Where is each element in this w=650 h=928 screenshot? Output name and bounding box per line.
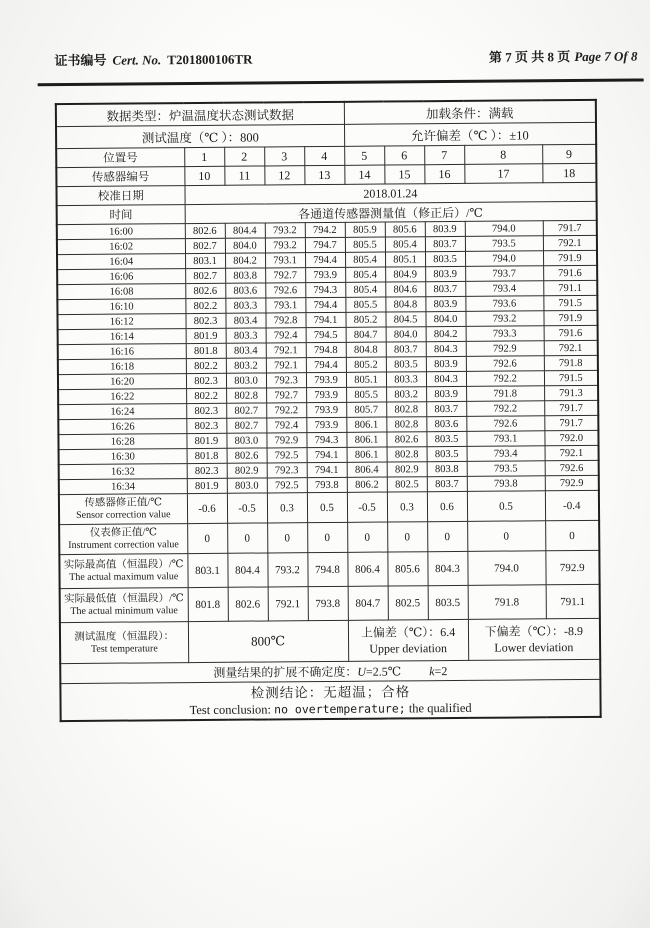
summary-label <box>60 588 188 623</box>
reading-value: 793.2 <box>265 238 305 253</box>
reading-value: 804.8 <box>385 297 425 312</box>
reading-value: 793.9 <box>306 417 346 432</box>
table-head-rows <box>56 100 597 225</box>
data-type-cell: 数据类型：炉温温度状态测试数据 <box>56 102 344 127</box>
reading-value: 793.9 <box>306 387 346 402</box>
reading-value: 794.8 <box>306 342 346 357</box>
reading-value: 792.7 <box>265 268 305 283</box>
reading-time: 16:16 <box>58 344 186 360</box>
reading-value: 803.2 <box>386 387 426 402</box>
summary-value: 805.6 <box>387 552 427 586</box>
reading-value: 802.3 <box>185 313 225 328</box>
reading-value: 802.7 <box>185 268 225 283</box>
reading-value: 805.5 <box>346 387 386 402</box>
summary-value: 0.3 <box>387 492 427 522</box>
reading-value: 792.6 <box>466 416 544 432</box>
reading-value: 802.6 <box>185 283 225 298</box>
reading-value: 794.3 <box>305 282 345 297</box>
reading-value: 806.1 <box>346 417 386 432</box>
reading-value: 803.5 <box>425 251 465 266</box>
reading-value: 791.3 <box>544 385 598 400</box>
reading-value: 804.4 <box>225 223 265 238</box>
summary-value: 806.4 <box>347 552 387 586</box>
reading-value: 803.9 <box>425 266 465 281</box>
reading-value: 806.1 <box>347 447 387 462</box>
reading-value: 802.2 <box>186 358 226 373</box>
position-number: 1 <box>184 147 224 166</box>
upper-deviation-cn: 上偏差（℃）：6.4 <box>360 624 456 640</box>
reading-value: 794.7 <box>305 237 345 252</box>
load-condition-cell: 加载条件：满载 <box>344 100 596 124</box>
reading-value: 803.7 <box>425 236 465 251</box>
reading-value: 792.5 <box>267 448 307 463</box>
reading-time: 16:06 <box>57 269 185 285</box>
reading-value: 794.3 <box>306 432 346 447</box>
reading-value: 791.7 <box>544 415 598 430</box>
reading-value: 803.7 <box>427 476 467 491</box>
reading-value: 803.4 <box>225 313 265 328</box>
reading-time: 16:08 <box>57 284 185 300</box>
cert-number: T201800106TR <box>167 51 253 68</box>
summary-body <box>59 490 600 622</box>
reading-value: 791.7 <box>544 400 598 415</box>
reading-time: 16:04 <box>57 254 185 270</box>
summary-value: -0.5 <box>227 493 267 523</box>
reading-value: 792.8 <box>265 313 305 328</box>
reading-value: 802.6 <box>185 223 225 238</box>
calib-date-label: 校准日期 <box>56 186 184 206</box>
reading-value: 793.2 <box>465 311 543 327</box>
reading-value: 803.2 <box>226 358 266 373</box>
reading-value: 805.4 <box>385 237 425 252</box>
reading-value: 793.3 <box>466 326 544 342</box>
summary-value: 0 <box>227 523 267 553</box>
conclusion-row <box>60 679 600 721</box>
reading-value: 794.1 <box>305 312 345 327</box>
reading-time: 16:22 <box>58 389 186 405</box>
reading-value: 805.4 <box>345 282 385 297</box>
reading-time: 16:00 <box>57 224 185 240</box>
reading-value: 803.0 <box>226 373 266 388</box>
reading-time: 16:12 <box>57 314 185 330</box>
reading-value: 792.3 <box>267 463 307 478</box>
reading-value: 794.0 <box>465 221 543 237</box>
reading-value: 802.9 <box>387 462 427 477</box>
reading-value: 802.3 <box>186 373 226 388</box>
summary-row <box>59 550 599 588</box>
conclusion-en-prefix: Test conclusion: <box>189 701 272 717</box>
summary-value: 0 <box>387 522 427 552</box>
reading-value: 793.6 <box>465 296 543 312</box>
sensor-number: 17 <box>464 164 542 184</box>
page-header <box>0 0 648 70</box>
table-foot-rows <box>60 618 601 721</box>
reading-value: 791.1 <box>543 280 597 295</box>
reading-value: 802.8 <box>226 388 266 403</box>
reading-value: 802.3 <box>187 463 227 478</box>
reading-value: 801.9 <box>186 433 226 448</box>
reading-value: 804.0 <box>225 238 265 253</box>
reading-value: 803.7 <box>386 342 426 357</box>
reading-value: 805.9 <box>345 222 385 237</box>
reading-value: 792.7 <box>266 388 306 403</box>
uncertainty-u-symbol: U <box>357 664 367 679</box>
data-table <box>55 99 602 722</box>
reading-time: 16:26 <box>58 419 186 435</box>
position-number: 6 <box>384 146 424 165</box>
reading-value: 792.0 <box>544 430 598 445</box>
cert-label-cn: 证书编号 <box>54 52 107 69</box>
reading-value: 793.1 <box>265 298 305 313</box>
reading-value: 791.8 <box>544 355 598 370</box>
sensor-number: 12 <box>264 166 304 185</box>
summary-value: 0.3 <box>267 493 307 523</box>
summary-value: 803.1 <box>187 553 227 587</box>
reading-value: 803.5 <box>386 357 426 372</box>
summary-value: 0 <box>427 521 467 551</box>
summary-value: 0.5 <box>467 491 545 522</box>
reading-value: 805.1 <box>385 252 425 267</box>
reading-value: 803.9 <box>425 296 465 311</box>
conclusion-en-mono: no overtemperature; <box>274 700 406 716</box>
reading-value: 793.8 <box>467 476 545 492</box>
reading-value: 792.1 <box>544 340 598 355</box>
sensor-number: 18 <box>542 163 596 182</box>
summary-value: 803.5 <box>428 585 468 619</box>
summary-value: 0.5 <box>307 492 347 522</box>
summary-label-en: The actual maximum value <box>69 571 179 584</box>
reading-value: 802.2 <box>186 388 226 403</box>
reading-value: 792.2 <box>266 403 306 418</box>
conclusion-cell <box>60 679 600 721</box>
reading-value: 805.2 <box>346 312 386 327</box>
reading-value: 793.4 <box>467 446 545 462</box>
reading-value: 805.2 <box>346 357 386 372</box>
reading-value: 806.2 <box>347 477 387 492</box>
page-info-en: Page 7 Of 8 <box>574 48 638 65</box>
reading-value: 804.3 <box>426 341 466 356</box>
summary-label-cn: 传感器修正值/℃ <box>84 497 163 509</box>
summary-value: -0.5 <box>347 492 387 522</box>
reading-value: 794.5 <box>306 327 346 342</box>
lower-deviation-cn: 下偏差（℃）：-8.9 <box>484 623 584 639</box>
reading-value: 804.5 <box>385 312 425 327</box>
channels-header: 各通道传感器测量值（修正后）/℃ <box>185 201 597 223</box>
summary-value: 0.6 <box>427 491 467 521</box>
reading-value: 803.0 <box>227 478 267 493</box>
header-divider <box>38 78 644 86</box>
reading-value: 804.2 <box>426 326 466 341</box>
reading-value: 805.6 <box>385 222 425 237</box>
reading-value: 792.5 <box>267 478 307 493</box>
summary-value: -0.6 <box>187 493 227 523</box>
summary-label-cn: 实际最低值（恒温段）/℃ <box>64 593 184 606</box>
reading-value: 803.3 <box>226 328 266 343</box>
reading-value: 806.1 <box>346 432 386 447</box>
reading-value: 801.8 <box>187 448 227 463</box>
conclusion-en-suffix: the qualified <box>408 700 472 715</box>
reading-value: 802.2 <box>185 298 225 313</box>
sensor-number: 15 <box>384 165 424 184</box>
summary-value: 802.6 <box>228 587 268 621</box>
sensor-number: 11 <box>224 166 264 185</box>
reading-value: 804.0 <box>425 311 465 326</box>
reading-value: 803.0 <box>226 433 266 448</box>
summary-label-en: Instrument correction value <box>68 539 179 552</box>
reading-value: 802.7 <box>226 418 266 433</box>
uncertainty-u-value: =2.5℃ <box>365 664 402 679</box>
reading-value: 791.9 <box>543 310 597 325</box>
time-label: 时间 <box>57 205 185 225</box>
reading-time: 16:02 <box>57 239 185 255</box>
reading-value: 803.7 <box>426 401 466 416</box>
reading-time: 16:30 <box>59 449 187 465</box>
final-temp-value: 800℃ <box>188 620 348 662</box>
reading-value: 803.5 <box>426 431 466 446</box>
reading-value: 793.1 <box>466 431 544 447</box>
uncertainty-k-symbol: k <box>429 664 435 679</box>
summary-value: 0 <box>467 521 545 552</box>
reading-value: 793.8 <box>307 477 347 492</box>
reading-value: 804.7 <box>346 327 386 342</box>
position-number: 9 <box>542 144 596 163</box>
cert-number-block <box>54 49 258 70</box>
reading-value: 793.4 <box>465 281 543 297</box>
reading-value: 802.6 <box>386 432 426 447</box>
reading-value: 804.2 <box>225 253 265 268</box>
reading-value: 793.5 <box>465 236 543 252</box>
summary-value: -0.4 <box>545 490 599 520</box>
summary-value: 793.2 <box>267 553 307 587</box>
reading-value: 792.1 <box>545 445 599 460</box>
reading-value: 806.4 <box>347 462 387 477</box>
uncertainty-k-value: =2 <box>434 664 448 679</box>
reading-value: 804.3 <box>426 371 466 386</box>
reading-value: 791.6 <box>544 325 598 340</box>
reading-value: 803.4 <box>226 343 266 358</box>
reading-time: 16:34 <box>59 479 187 495</box>
upper-deviation-cell <box>348 619 468 661</box>
summary-value: 0 <box>307 522 347 552</box>
reading-value: 794.4 <box>305 252 345 267</box>
reading-value: 794.1 <box>307 462 347 477</box>
reading-value: 792.9 <box>466 341 544 357</box>
summary-value: 794.8 <box>307 552 347 586</box>
position-number: 3 <box>264 147 304 166</box>
summary-value: 792.9 <box>545 550 599 584</box>
reading-value: 793.9 <box>305 267 345 282</box>
reading-value: 792.1 <box>266 343 306 358</box>
reading-time: 16:18 <box>58 359 186 375</box>
conclusion-en <box>62 698 600 718</box>
reading-value: 793.2 <box>265 223 305 238</box>
lower-deviation-en: Lower deviation <box>494 640 574 655</box>
reading-time: 16:24 <box>58 404 186 420</box>
page-info-cn: 第 7 页 共 8 页 <box>488 49 571 65</box>
position-number: 8 <box>464 145 542 165</box>
reading-value: 793.9 <box>306 372 346 387</box>
reading-value: 803.3 <box>225 298 265 313</box>
reading-value: 802.8 <box>387 447 427 462</box>
reading-value: 802.7 <box>185 238 225 253</box>
final-temp-row <box>60 618 600 663</box>
summary-label <box>59 554 187 589</box>
reading-value: 792.1 <box>266 358 306 373</box>
position-label: 位置号 <box>56 148 184 168</box>
reading-value: 802.8 <box>386 417 426 432</box>
reading-value: 803.9 <box>426 386 466 401</box>
reading-value: 792.6 <box>265 283 305 298</box>
reading-value: 791.9 <box>543 250 597 265</box>
reading-value: 805.1 <box>346 372 386 387</box>
reading-value: 791.7 <box>543 220 597 235</box>
summary-row <box>59 490 599 524</box>
sensor-number: 10 <box>184 166 224 185</box>
summary-value: 793.8 <box>308 586 348 620</box>
reading-value: 805.7 <box>346 402 386 417</box>
reading-value: 805.5 <box>345 237 385 252</box>
summary-row <box>60 584 600 622</box>
reading-value: 791.5 <box>543 295 597 310</box>
reading-value: 792.9 <box>266 433 306 448</box>
reading-value: 802.5 <box>387 477 427 492</box>
reading-value: 805.5 <box>345 297 385 312</box>
reading-time: 16:10 <box>57 299 185 315</box>
reading-value: 793.1 <box>265 253 305 268</box>
reading-value: 793.5 <box>467 461 545 477</box>
reading-value: 793.9 <box>306 402 346 417</box>
reading-value: 792.6 <box>466 356 544 372</box>
summary-value: 792.1 <box>268 587 308 621</box>
calib-date-value: 2018.01.24 <box>184 182 596 204</box>
sensor-label: 传感器编号 <box>56 167 184 187</box>
reading-value: 803.6 <box>426 416 466 431</box>
summary-value: 0 <box>187 523 227 553</box>
sensor-number: 14 <box>344 165 384 184</box>
reading-value: 803.3 <box>386 372 426 387</box>
reading-value: 801.8 <box>186 343 226 358</box>
summary-value: 804.4 <box>227 553 267 587</box>
reading-value: 803.5 <box>427 446 467 461</box>
reading-value: 802.3 <box>186 403 226 418</box>
summary-row <box>59 520 599 554</box>
reading-value: 804.9 <box>385 267 425 282</box>
summary-label <box>59 524 187 555</box>
readings-body <box>57 220 599 494</box>
reading-value: 792.9 <box>545 475 599 490</box>
reading-value: 803.8 <box>225 268 265 283</box>
reading-value: 802.7 <box>226 403 266 418</box>
reading-value: 792.1 <box>543 235 597 250</box>
allowed-deviation-cell: 允许偏差（℃ ）：±10 <box>344 122 596 146</box>
reading-time: 16:32 <box>59 464 187 480</box>
upper-deviation-en: Upper deviation <box>369 641 448 656</box>
reading-value: 803.9 <box>426 356 466 371</box>
reading-value: 803.7 <box>425 281 465 296</box>
reading-value: 803.1 <box>185 253 225 268</box>
reading-value: 794.1 <box>307 447 347 462</box>
position-number: 2 <box>224 147 264 166</box>
reading-value: 794.4 <box>306 357 346 372</box>
final-temp-label-en: Test temperature <box>90 642 158 655</box>
reading-value: 802.8 <box>386 402 426 417</box>
reading-value: 791.6 <box>543 265 597 280</box>
reading-value: 793.7 <box>465 266 543 282</box>
summary-value: 802.5 <box>388 586 428 620</box>
position-number: 7 <box>424 145 464 164</box>
lower-deviation-cell <box>468 618 600 660</box>
reading-time: 16:20 <box>58 374 186 390</box>
reading-value: 801.9 <box>186 328 226 343</box>
reading-value: 801.9 <box>187 478 227 493</box>
summary-value: 804.3 <box>427 551 467 585</box>
reading-value: 792.4 <box>266 418 306 433</box>
summary-value: 0 <box>267 523 307 553</box>
reading-value: 794.4 <box>305 297 345 312</box>
reading-value: 792.6 <box>545 460 599 475</box>
reading-value: 803.9 <box>425 221 465 236</box>
reading-value: 805.4 <box>345 267 385 282</box>
reading-value: 792.4 <box>266 328 306 343</box>
position-number: 4 <box>304 146 344 165</box>
reading-value: 794.0 <box>465 251 543 267</box>
reading-value: 802.9 <box>227 463 267 478</box>
reading-value: 802.3 <box>186 418 226 433</box>
reading-value: 792.3 <box>266 373 306 388</box>
reading-value: 794.2 <box>305 222 345 237</box>
reading-time: 16:28 <box>58 434 186 450</box>
conclusion-cn: 检测结论：无超温；合格 <box>250 683 411 701</box>
page-number-block <box>485 46 638 66</box>
sensor-number: 13 <box>304 165 344 184</box>
reading-value: 803.6 <box>225 283 265 298</box>
reading-value: 804.8 <box>346 342 386 357</box>
position-number: 5 <box>344 146 384 165</box>
summary-label <box>59 494 187 525</box>
summary-value: 804.7 <box>348 586 388 620</box>
summary-label-en: The actual minimum value <box>70 605 178 618</box>
summary-value: 0 <box>347 522 387 552</box>
summary-value: 791.1 <box>546 584 600 618</box>
sensor-number: 16 <box>424 164 464 183</box>
summary-label-en: Sensor correction value <box>76 509 171 521</box>
summary-value: 0 <box>545 520 599 550</box>
final-temp-label <box>60 622 188 664</box>
final-temp-label-cn: 测试温度（恒温段）： <box>74 630 175 643</box>
reading-value: 791.5 <box>544 370 598 385</box>
test-temp-cell: 测试温度（℃ ）：800 <box>56 124 344 148</box>
reading-value: 803.8 <box>427 461 467 476</box>
summary-label-cn: 仪表修正值/℃ <box>89 527 158 539</box>
reading-value: 792.2 <box>466 371 544 387</box>
reading-value: 804.0 <box>386 327 426 342</box>
reading-value: 792.2 <box>466 401 544 417</box>
reading-value: 804.6 <box>385 282 425 297</box>
cert-label-en: Cert. No. <box>112 52 162 68</box>
reading-time: 16:14 <box>58 329 186 345</box>
summary-value: 791.8 <box>468 585 546 620</box>
uncertainty-prefix: 测量结果的扩展不确定度： <box>213 664 358 680</box>
summary-label-cn: 实际最高值（恒温段）/℃ <box>63 559 184 572</box>
reading-value: 791.8 <box>466 386 544 402</box>
summary-value: 801.8 <box>188 587 228 621</box>
summary-value: 794.0 <box>467 551 545 586</box>
reading-value: 802.6 <box>227 448 267 463</box>
reading-value: 805.4 <box>345 252 385 267</box>
